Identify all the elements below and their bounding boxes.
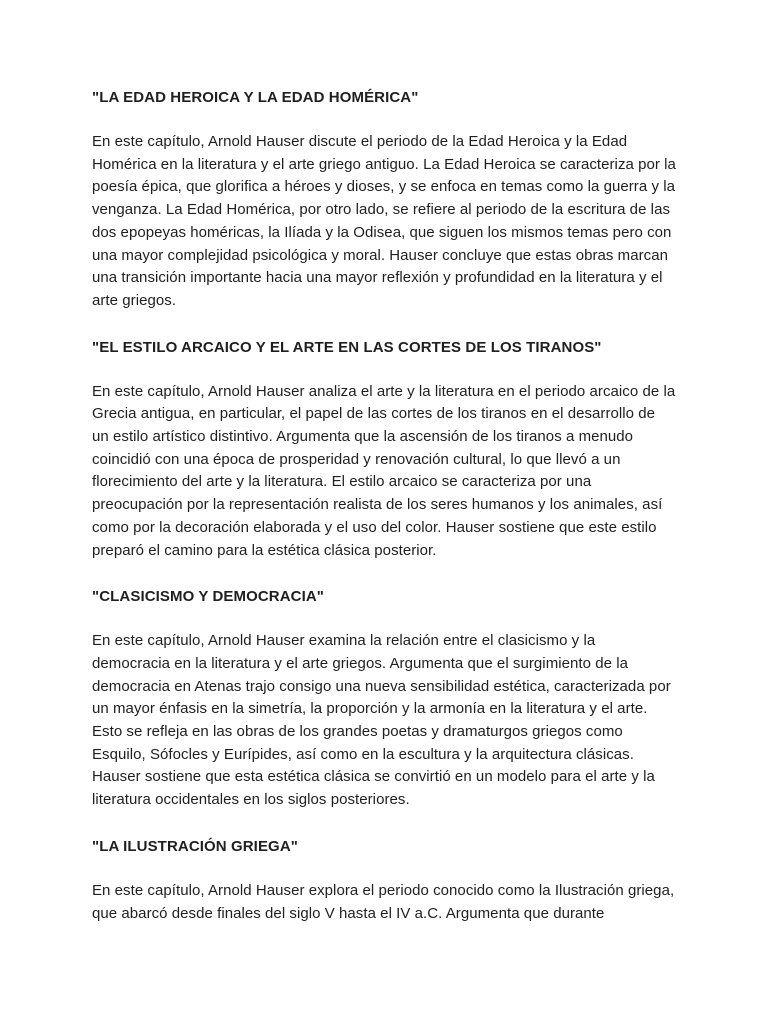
section-body-edad-heroica: En este capítulo, Arnold Hauser discute el periodo de la Edad Heroica y la Edad Homérica en la literatura y el arte griego antiguo. La Edad Heroica se caracteriza por la poesía épica, que glorifica a héroes y dioses, y se enfoca en temas como la guerra y la venganza. La Edad Homérica, por otro lado, se refiere al periodo de la escritura de las dos epopeyas homéricas, la Ilíada y la Odisea, que siguen los mismos temas pero con una mayor complejidad psicológica y moral. Hauser concluye que estas obras marcan una transición importante hacia una mayor reflexión y profundidad en la literatura y el arte griegos.: [92, 133, 676, 309]
section-body-ilustracion: En este capítulo, Arnold Hauser explora el periodo conocido como la Ilustración griega, que abarcó desde finales del siglo V hasta el IV a.C. Argumenta que durante: [92, 881, 675, 922]
section-heading-ilustracion: "LA ILUSTRACIÓN GRIEGA": [92, 837, 298, 855]
section-body-estilo-arcaico: En este capítulo, Arnold Hauser analiza el arte y la literatura en el periodo arcaico de la Grecia antigua, en particular, el papel de las cortes de los tiranos en el desarrollo de un estilo artístico distintivo. Argumenta que la ascensión de los tiranos a menudo coincidió con una época de prosperidad y renovación cultural, lo que llevó a un florecimiento del arte y la literatura. El estilo arcaico se caracteriza por una preocupación por la representación realista de los seres humanos y los animales, así como por la decoración elaborada y el uso del color. Hauser sostiene que este estilo preparó el camino para la estética clásica posterior.: [92, 382, 676, 559]
document-page: [92, 86, 676, 948]
section-heading-clasicismo: "CLASICISMO Y DEMOCRACIA": [92, 588, 325, 606]
section-heading-edad-heroica: "LA EDAD HEROICA Y LA EDAD HOMÉRICA": [92, 89, 419, 106]
section-body-clasicismo: En este capítulo, Arnold Hauser examina la relación entre el clasicismo y la democracia en la literatura y el arte griegos. Argumenta que el surgimiento de la democracia en Atenas trajo consigo una nueva sensibilidad estética, caracterizada por un mayor énfasis en la simetría, la proporción y la armonía en la literatura y el arte. Esto se refleja en las obras de los grandes poetas y dramaturgos griegos como Esquilo, Sófocles y Eurípides, así como en la escultura y la arquitectura clásicas. Hauser sostiene que esta estética clásica se convirtió en un modelo para el arte y la literatura occidentales en los siglos posteriores.: [92, 632, 671, 809]
section-heading-estilo-arcaico: "EL ESTILO ARCAICO Y EL ARTE EN LAS CORTES DE LOS TIRANOS": [92, 338, 602, 356]
